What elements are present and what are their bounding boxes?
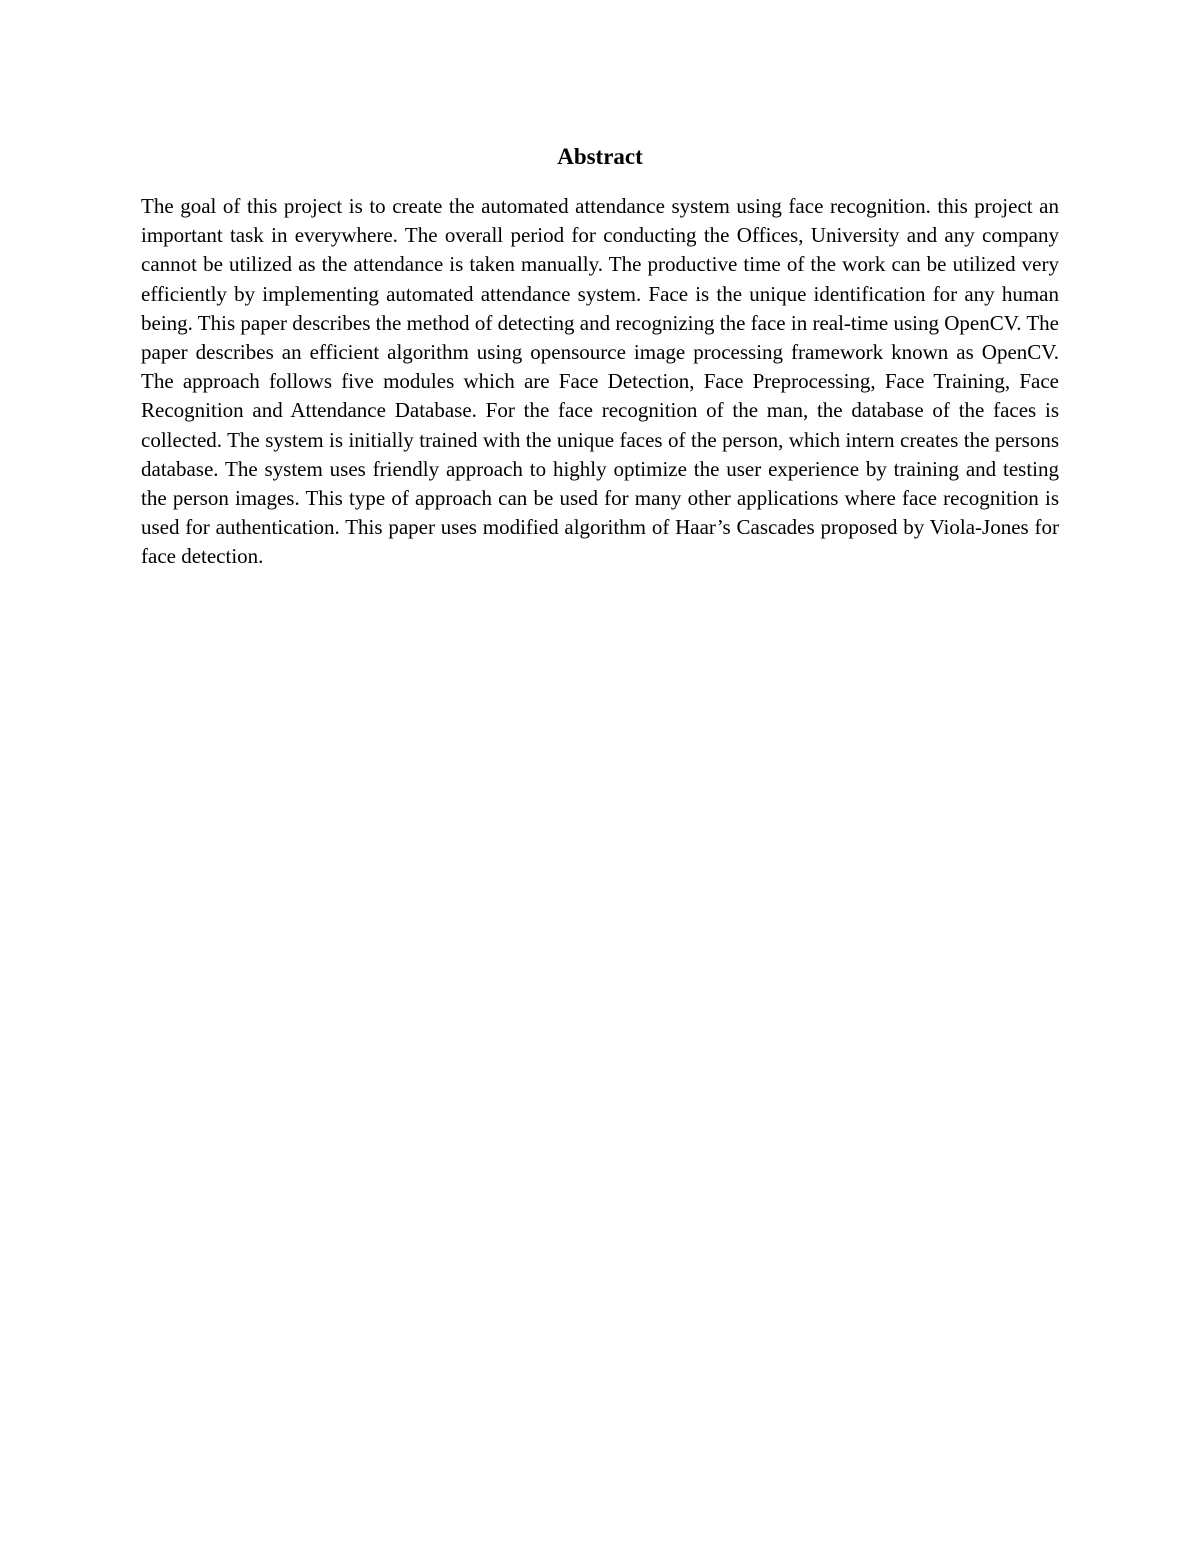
abstract-paragraph: The goal of this project is to create the automated attendance system using face recognition. this project an important task in everywhere. The overall period for conducting the Offices, University and any company cannot be utilized as the attendance is taken manually. The productive time of the work can be utilized very efficiently by implementing automated attendance system. Face is the unique identification for any human being. This paper describes the method of detecting and recognizing the face in real-time using OpenCV. The paper describes an efficient algorithm using opensource image processing framework known as OpenCV. The approach follows five modules which are Face Detection, Face Preprocessing, Face Training, Face Recognition and Attendance Database. For the face recognition of the man, the database of the faces is collected. The system is initially trained with the unique faces of the person, which intern creates the persons database. The system uses friendly approach to highly optimize the user experience by training and testing the person images. This type of approach can be used for many other applications where face recognition is used for authentication. This paper uses modified algorithm of Haar’s Cascades proposed by Viola-Jones for face detection.	[141, 194, 1059, 569]
abstract-heading: Abstract	[557, 144, 643, 169]
